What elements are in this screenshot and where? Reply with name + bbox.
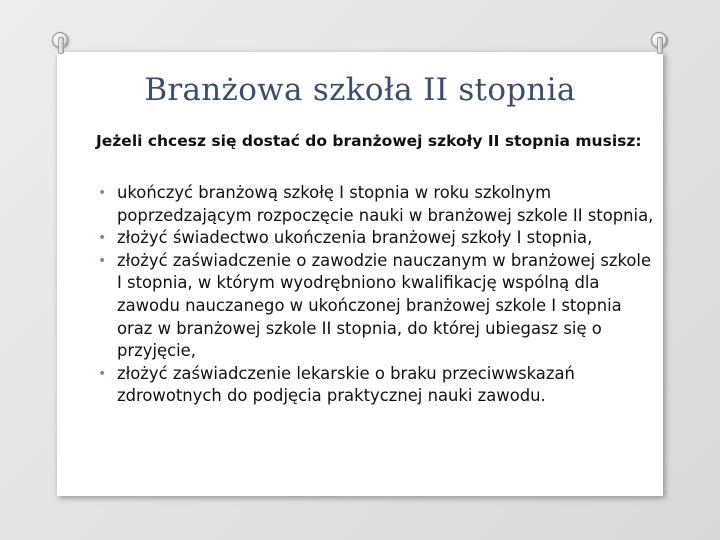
- list-item: [96, 227, 656, 250]
- requirements-list: [96, 182, 656, 408]
- list-item: [96, 250, 656, 363]
- list-item-text: ukończyć branżową szkołę I stopnia w roku szkolnym poprzedzającym rozpoczęcie nauki w branżowej szkole II stopnia,: [117, 183, 654, 225]
- bullet-icon: •: [98, 252, 107, 269]
- slide-title: Branżowa szkoła II stopnia: [144, 72, 576, 108]
- bullet-icon: •: [98, 230, 107, 247]
- list-item-text: złożyć zaświadczenie lekarskie o braku przeciwwskazań zdrowotnych do podjęcia praktycznej nauki zawodu.: [117, 363, 575, 406]
- list-item: [96, 182, 656, 227]
- intro-text: Jeżeli chcesz się dostać do branżowej szkoły II stopnia musisz:: [96, 132, 642, 150]
- binder-ring-right-icon: [651, 32, 667, 48]
- list-item-text: złożyć zaświadczenie o zawodzie nauczanym w branżowej szkole I stopnia, w którym wyodrębniono kwalifikację wspólną dla zawodu nauczanego w ukończonej branżowej szkole I stopnia oraz w branżowej szkole II stopnia, do której ubiegasz się o przyjęcie,: [117, 250, 652, 361]
- bullet-icon: •: [98, 185, 107, 201]
- binder-ring-left-icon: [52, 32, 68, 48]
- bullet-icon: •: [98, 365, 107, 382]
- list-item-text: złożyć świadectwo ukończenia branżowej szkoły I stopnia,: [117, 228, 593, 248]
- list-item: [96, 363, 656, 408]
